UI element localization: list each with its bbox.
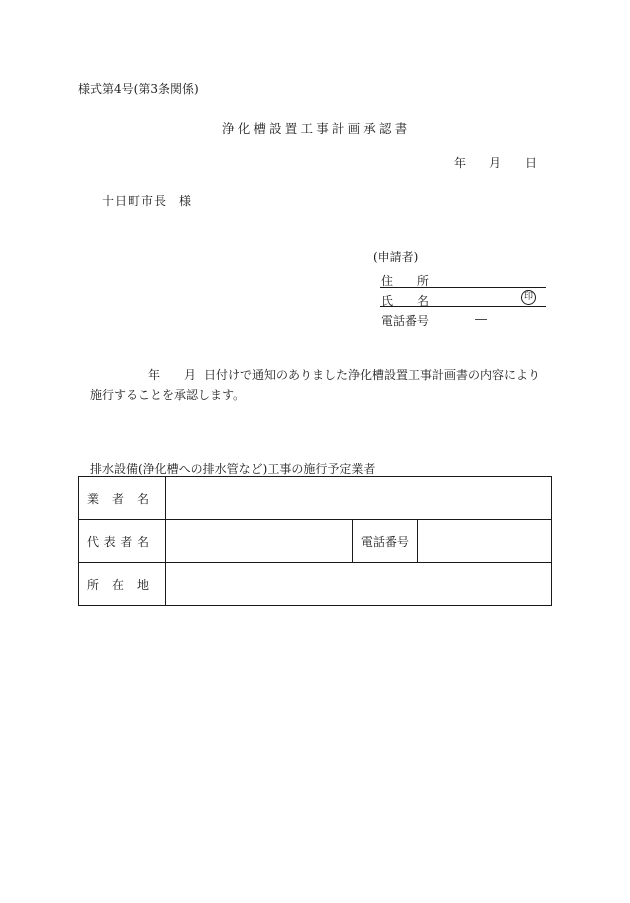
name-field-line[interactable] xyxy=(380,306,546,307)
business-name-cell[interactable] xyxy=(166,477,552,520)
business-name-label: 業 者 名 xyxy=(79,477,166,520)
location-label: 所 在 地 xyxy=(79,563,166,606)
addressee xyxy=(102,192,192,209)
table-row-representative xyxy=(79,520,552,563)
name-label-2: 名 xyxy=(417,294,430,308)
document-title: 浄化槽設置工事計画承認書 xyxy=(222,121,411,136)
notice-year-label: 年 xyxy=(148,368,161,382)
date-year-label: 年 xyxy=(454,156,467,170)
contractor-table-caption: 排水設備(浄化槽への排水管など)工事の施行予定業者 xyxy=(90,462,376,476)
contractor-phone-label: 電話番号 xyxy=(353,520,418,563)
location-cell[interactable] xyxy=(166,563,552,606)
form-number: 様式第4号(第3条関係) xyxy=(78,82,199,96)
applicant-phone-dash: ― xyxy=(475,312,487,326)
date-day-label: 日 xyxy=(525,156,538,170)
address-field-line[interactable] xyxy=(380,287,546,288)
addressee-honorific: 様 xyxy=(179,194,193,208)
representative-cell[interactable] xyxy=(166,520,353,563)
approval-text-rest: 日付けで通知のありました浄化槽設置工事計画書の内容により xyxy=(204,368,541,382)
table-row-location xyxy=(79,563,552,606)
applicant-label: (申請者) xyxy=(373,250,419,264)
address-label-2: 所 xyxy=(417,274,430,288)
approval-text-line-2: 施行することを承認します。 xyxy=(90,388,246,402)
contractor-table xyxy=(78,476,552,606)
address-label-1: 住 xyxy=(381,274,394,288)
addressee-name: 十日町市長 xyxy=(102,194,168,208)
representative-label: 代 表 者 名 xyxy=(79,520,166,563)
date-month-label: 月 xyxy=(489,156,502,170)
table-row-business-name xyxy=(79,477,552,520)
contractor-phone-cell[interactable] xyxy=(418,520,552,563)
seal-mark: 印 xyxy=(521,290,536,305)
notice-month-label: 月 xyxy=(184,368,197,382)
name-label-1: 氏 xyxy=(381,294,394,308)
applicant-phone-label: 電話番号 xyxy=(381,314,430,328)
